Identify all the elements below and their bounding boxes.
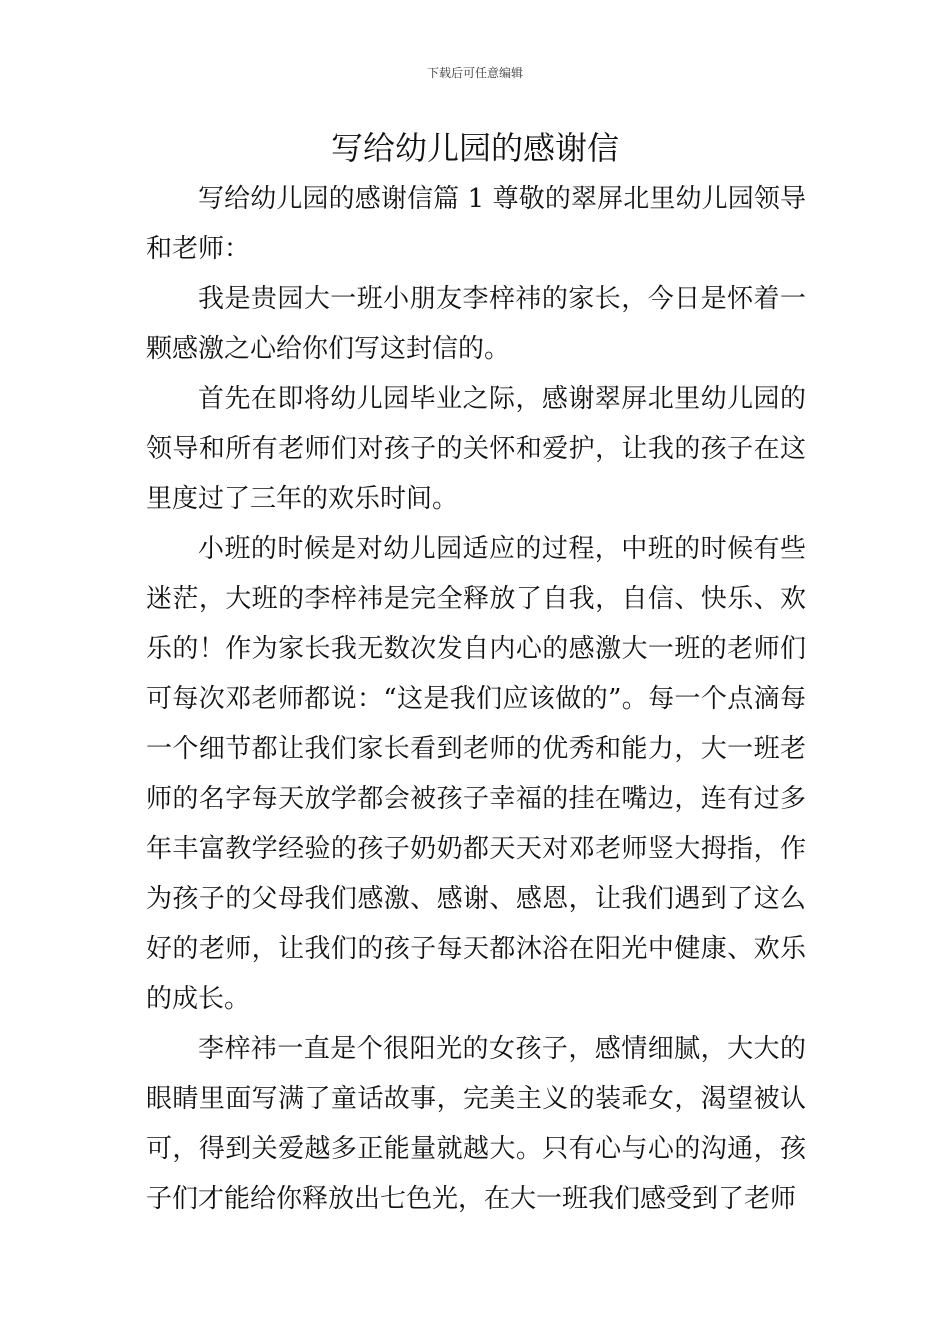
document-title: 写给幼儿园的感谢信 <box>330 129 619 167</box>
document-body <box>146 174 806 1224</box>
paragraph-salutation: 写给幼儿园的感谢信篇 1 尊敬的翠屏北里幼儿园领导和老师： <box>146 184 806 264</box>
paragraph-intro: 我是贵园大一班小朋友李梓祎的家长，今日是怀着一颗感激之心给你们写这封信的。 <box>146 284 806 364</box>
paragraph-classes: 小班的时候是对幼儿园适应的过程，中班的时候有些迷茫，大班的李梓祎是完全释放了自我，自信、快乐、欢乐的！作为家长我无数次发自内心的感激大一班的老师们可每次邓老师都说：“这是我们应该做的”。每一个点滴每一个细节都让我们家长看到老师的优秀和能力，大一班老师的名字每天放学都会被孩子幸福的挂在嘴边，连有过多年丰富教学经验的孩子奶奶都天天对邓老师竖大拇指，作为孩子的父母我们感激、感谢、感恩，让我们遇到了这么好的老师，让我们的孩子每天都沐浴在阳光中健康、欢乐的成长。 <box>146 534 806 1014</box>
paragraph-child: 李梓祎一直是个很阳光的女孩子，感情细腻，大大的眼睛里面写满了童话故事，完美主义的装乖女，渴望被认可，得到关爱越多正能量就越大。只有心与心的沟通，孩子们才能给你释放出七色光，在大一班我们感受到了老师 <box>146 1034 806 1214</box>
paragraph-thanks: 首先在即将幼儿园毕业之际，感谢翠屏北里幼儿园的领导和所有老师们对孩子的关怀和爱护，让我的孩子在这里度过了三年的欢乐时间。 <box>146 384 806 514</box>
header-note: 下载后可任意编辑 <box>426 66 523 80</box>
